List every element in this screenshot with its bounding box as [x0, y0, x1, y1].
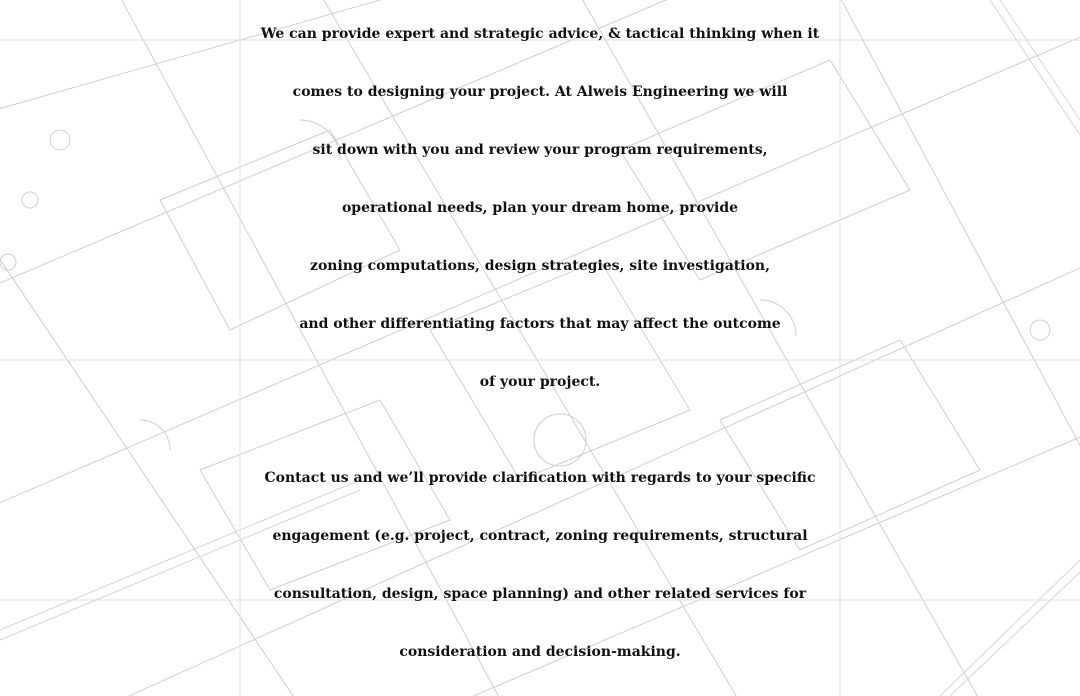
- intro-line: sit down with you and review your program requirements,: [312, 142, 768, 158]
- intro-line: of your project.: [479, 374, 601, 390]
- contact-line: consideration and decision-making.: [399, 644, 681, 660]
- intro-line: operational needs, plan your dream home, provide: [341, 200, 739, 216]
- intro-line: zoning computations, design strategies, site investigation,: [310, 258, 770, 274]
- intro-line: We can provide expert and strategic advice, & tactical thinking when it: [260, 26, 820, 42]
- contact-line: engagement (e.g. project, contract, zoning requirements, structural: [272, 528, 808, 544]
- contact-paragraph: [0, 449, 1080, 681]
- contact-line: Contact us and we’ll provide clarification with regards to your specific: [264, 470, 816, 486]
- intro-line: and other differentiating factors that may affect the outcome: [299, 316, 781, 332]
- intro-paragraph: [0, 5, 1080, 411]
- intro-line: comes to designing your project. At Alweis Engineering we will: [292, 84, 788, 100]
- contact-line: consultation, design, space planning) and other related services for: [273, 586, 807, 602]
